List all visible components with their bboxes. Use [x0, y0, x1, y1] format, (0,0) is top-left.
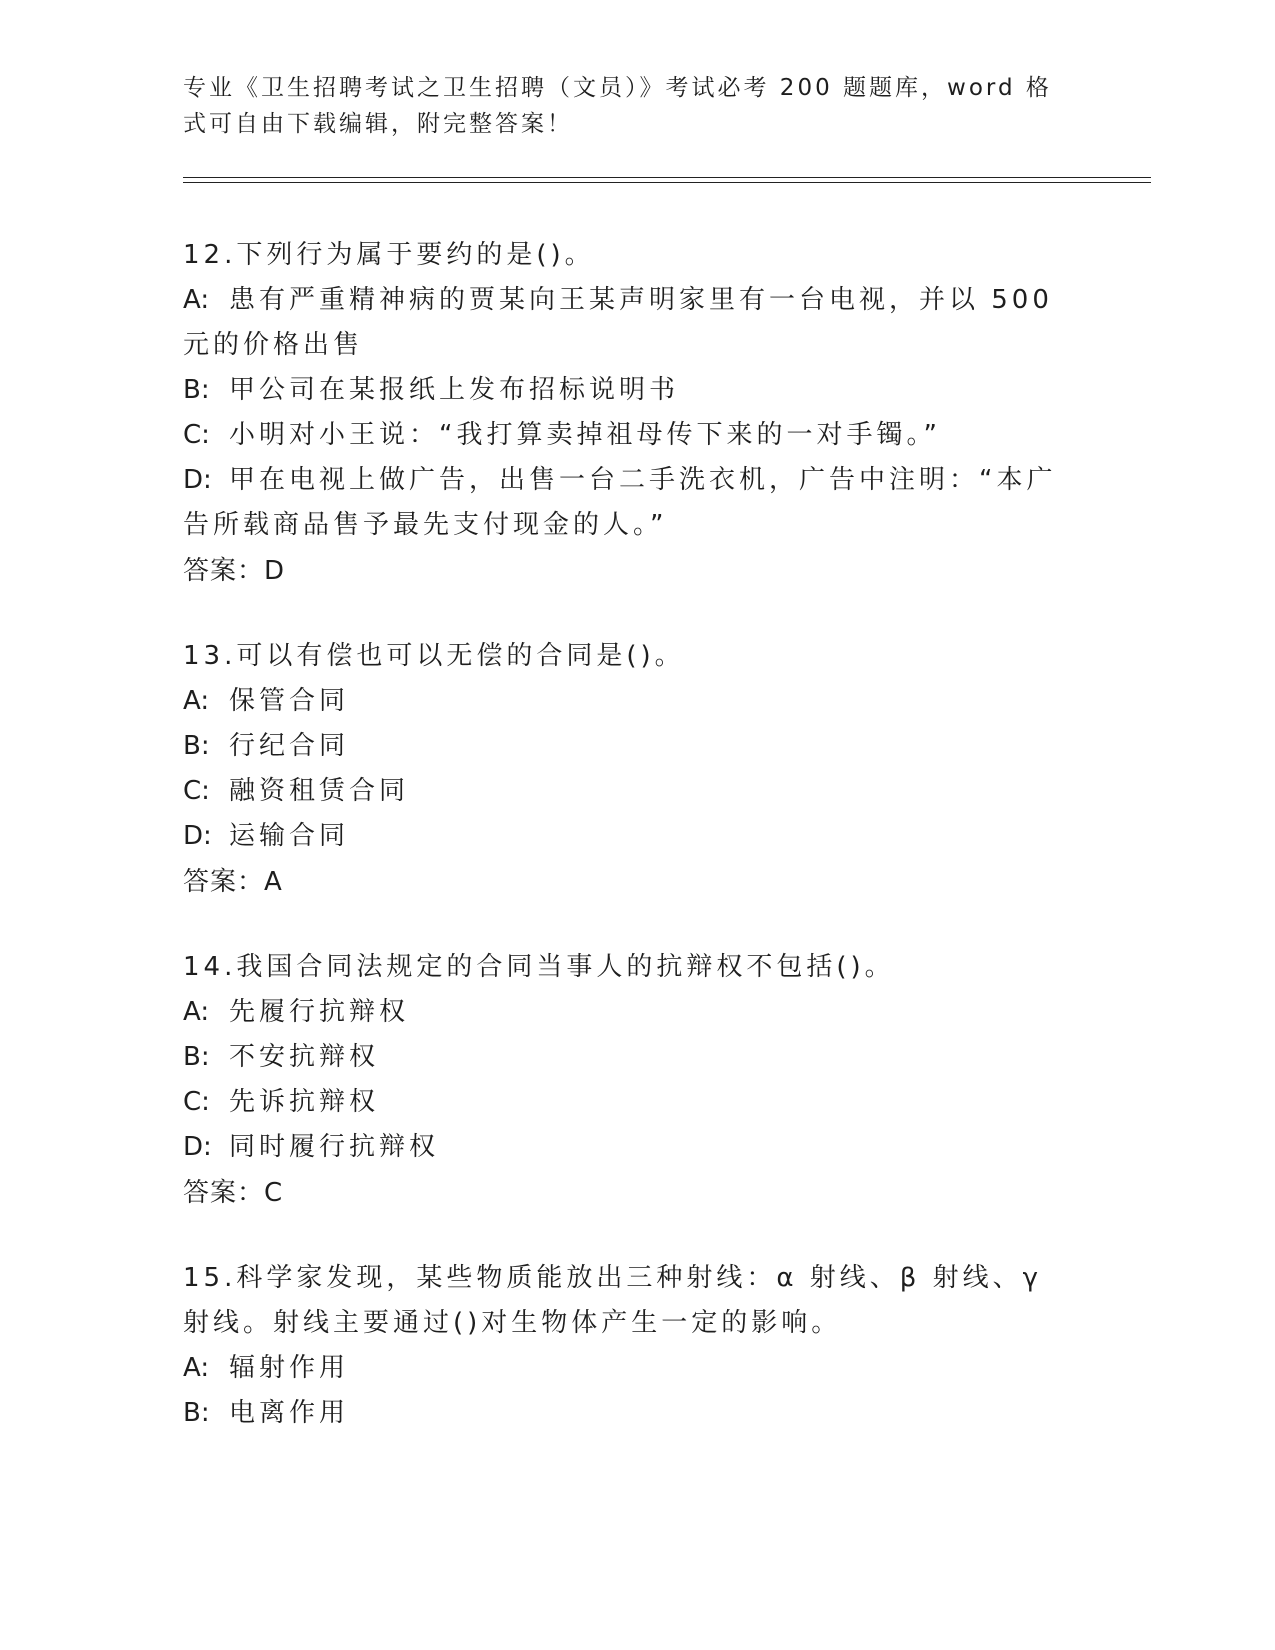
question-number: 14.	[183, 952, 237, 982]
question-14	[183, 945, 1083, 1216]
option-text: 电离作用	[229, 1398, 350, 1428]
question-15	[183, 1256, 1083, 1436]
question-stem	[183, 233, 1083, 278]
header-divider-top	[183, 177, 1151, 178]
option-letter: B:	[183, 1042, 210, 1072]
option-text: 甲在电视上做广告，出售一台二手洗衣机，广告中注明：“本广告所载商品售予最先支付现金的人。”	[183, 465, 1057, 540]
option-letter: D:	[183, 1132, 212, 1162]
option-letter: B:	[183, 375, 210, 405]
question-12	[183, 233, 1083, 594]
option-letter: C:	[183, 420, 210, 450]
option-text: 保管合同	[229, 686, 350, 716]
question-number: 12.	[183, 240, 237, 270]
question-text: 可以有偿也可以无偿的合同是()。	[236, 641, 685, 671]
option-letter: D:	[183, 821, 212, 851]
option-text: 辐射作用	[229, 1353, 350, 1383]
question-stem	[183, 634, 1083, 679]
answer-line: 答案：D	[183, 556, 286, 586]
option-a	[183, 679, 1083, 724]
option-b	[183, 724, 1083, 769]
question-list	[183, 233, 1083, 1476]
option-letter: B:	[183, 731, 210, 761]
question-text: 我国合同法规定的合同当事人的抗辩权不包括()。	[236, 952, 895, 982]
question-number: 15.	[183, 1263, 237, 1293]
question-number: 13.	[183, 641, 237, 671]
option-b	[183, 1035, 1083, 1080]
option-letter: A:	[183, 285, 210, 315]
option-text: 患有严重精神病的贾某向王某声明家里有一台电视，并以 500 元的价格出售	[183, 285, 1053, 360]
option-text: 先诉抗辩权	[229, 1087, 380, 1117]
document-header: 专业《卫生招聘考试之卫生招聘（文员）》考试必考 200 题题库，word 格式可自由下载编辑，附完整答案！	[183, 75, 1052, 137]
question-text: 下列行为属于要约的是()。	[236, 240, 595, 270]
option-text: 先履行抗辩权	[229, 997, 410, 1027]
option-b	[183, 368, 1083, 413]
option-text: 不安抗辩权	[229, 1042, 380, 1072]
option-text: 行纪合同	[229, 731, 350, 761]
option-text: 甲公司在某报纸上发布招标说明书	[229, 375, 680, 405]
option-d	[183, 458, 1083, 548]
option-letter: A:	[183, 1353, 210, 1383]
option-a	[183, 1346, 1083, 1391]
option-text: 同时履行抗辩权	[229, 1132, 440, 1162]
question-13	[183, 634, 1083, 905]
option-letter: C:	[183, 1087, 210, 1117]
option-c	[183, 413, 1083, 458]
header-divider-bottom	[183, 182, 1151, 183]
question-stem	[183, 1256, 1083, 1346]
option-a	[183, 990, 1083, 1035]
option-b	[183, 1391, 1083, 1436]
option-text: 融资租赁合同	[229, 776, 410, 806]
option-text: 运输合同	[229, 821, 350, 851]
answer-line: 答案：A	[183, 867, 283, 897]
option-c	[183, 769, 1083, 814]
option-d	[183, 1125, 1083, 1170]
option-letter: B:	[183, 1398, 210, 1428]
option-c	[183, 1080, 1083, 1125]
option-text: 小明对小王说：“我打算卖掉祖母传下来的一对手镯。”	[229, 420, 941, 450]
answer-line: 答案：C	[183, 1178, 284, 1208]
option-letter: C:	[183, 776, 210, 806]
option-letter: A:	[183, 686, 210, 716]
question-text: 科学家发现，某些物质能放出三种射线：α 射线、β 射线、γ 射线。射线主要通过()对生物体产生一定的影响。	[183, 1263, 1043, 1338]
option-letter: A:	[183, 997, 210, 1027]
question-stem	[183, 945, 1083, 990]
option-d	[183, 814, 1083, 859]
option-letter: D:	[183, 465, 212, 495]
option-a	[183, 278, 1083, 368]
